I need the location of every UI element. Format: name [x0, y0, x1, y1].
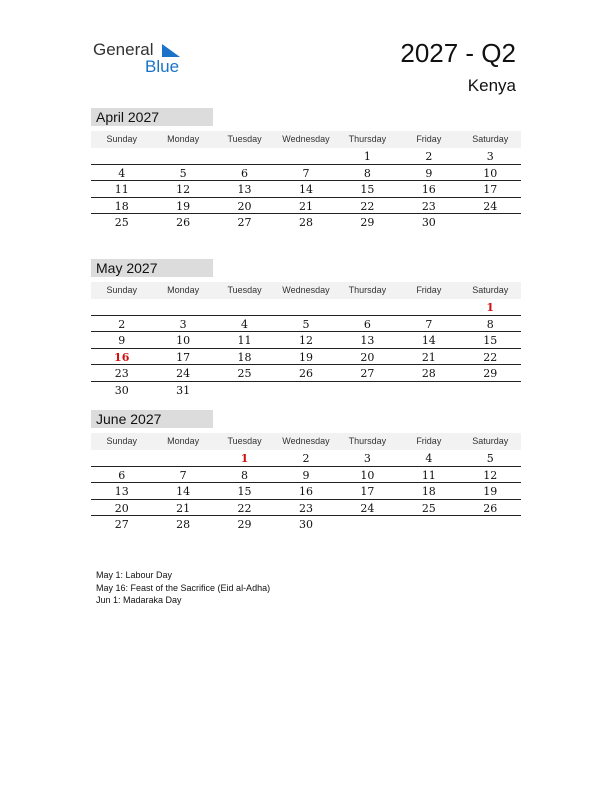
week-row [91, 349, 521, 366]
weekday-label: Sunday [106, 134, 137, 144]
day-cell: 13 [360, 334, 375, 347]
day-cell: 24 [360, 501, 375, 515]
month-june [91, 410, 521, 533]
day-cell: 15 [360, 183, 375, 196]
day-cell: 22 [237, 501, 252, 515]
weeks [91, 299, 521, 398]
day-cell: 16 [421, 183, 436, 196]
weekday-label: Sunday [106, 285, 137, 295]
day-cell: 21 [176, 501, 191, 515]
weekday-label: Saturday [472, 436, 509, 446]
day-cell: 31 [176, 383, 191, 397]
day-cell [214, 148, 275, 164]
day-cell: 10 [483, 166, 498, 180]
day-cell: 3 [179, 317, 187, 331]
week-row [91, 214, 521, 231]
day-cell [152, 148, 213, 164]
day-cell [275, 299, 336, 315]
day-cell [398, 299, 459, 315]
day-cell: 29 [237, 518, 252, 531]
weekday-label: Thursday [348, 134, 387, 144]
day-cell: 18 [421, 485, 436, 498]
weeks [91, 450, 521, 533]
day-cell: 4 [425, 452, 433, 465]
day-cell: 6 [363, 317, 371, 331]
day-cell: 8 [486, 317, 494, 331]
weekday-label: Friday [416, 134, 442, 144]
day-cell: 23 [298, 501, 313, 515]
day-cell: 10 [360, 468, 375, 482]
day-cell: 14 [176, 485, 191, 498]
logo-word-blue: Blue [145, 57, 180, 76]
day-cell: 27 [114, 518, 129, 531]
month-header: April 2027 [91, 108, 213, 126]
week-row [91, 316, 521, 333]
day-cell: 9 [425, 166, 433, 180]
day-cell: 4 [118, 166, 126, 180]
logo-triangle-icon [160, 44, 182, 58]
day-cell: 5 [302, 317, 310, 331]
day-cell: 30 [298, 518, 313, 531]
day-cell: 13 [237, 183, 252, 196]
day-cell: 1 [240, 452, 249, 465]
day-cell: 11 [421, 468, 436, 482]
day-cell: 9 [118, 334, 126, 347]
week-row [91, 148, 521, 165]
weekday-header-row [91, 433, 521, 450]
day-cell: 26 [298, 367, 313, 380]
weekday-label: Thursday [348, 285, 387, 295]
day-cell: 22 [483, 350, 498, 364]
day-cell [91, 299, 152, 315]
week-row [91, 365, 521, 382]
week-row [91, 299, 521, 316]
day-cell: 1 [486, 301, 495, 314]
day-cell: 28 [176, 518, 191, 531]
day-cell: 20 [360, 350, 375, 364]
day-cell: 14 [298, 183, 313, 196]
day-cell [152, 299, 213, 315]
holiday-note: Jun 1: Madaraka Day [96, 595, 182, 605]
week-row [91, 181, 521, 198]
day-cell: 17 [176, 350, 191, 364]
day-cell: 19 [483, 485, 498, 498]
day-cell [275, 382, 336, 399]
week-row [91, 516, 521, 533]
week-row [91, 500, 521, 517]
day-cell: 10 [176, 334, 191, 347]
day-cell: 11 [114, 183, 129, 196]
day-cell: 28 [298, 216, 313, 229]
week-row [91, 198, 521, 215]
day-cell: 19 [298, 350, 313, 364]
day-cell: 23 [114, 367, 129, 380]
day-cell: 22 [360, 199, 375, 213]
day-cell [337, 382, 398, 399]
month-may [91, 259, 521, 398]
country-name: Kenya [467, 76, 516, 95]
page-title: 2027 - Q2 [400, 38, 516, 68]
day-cell: 7 [425, 317, 433, 331]
holiday-note: May 1: Labour Day [96, 570, 173, 580]
day-cell: 27 [237, 216, 252, 229]
day-cell: 21 [298, 199, 313, 213]
day-cell: 17 [483, 183, 498, 196]
day-cell: 8 [363, 166, 371, 180]
weekday-label: Wednesday [282, 285, 330, 295]
day-cell: 28 [421, 367, 436, 380]
day-cell: 3 [486, 150, 494, 163]
weekday-label: Wednesday [282, 134, 330, 144]
holiday-note: May 16: Feast of the Sacrifice (Eid al-Adha) [96, 582, 271, 593]
weekday-label: Monday [167, 285, 200, 295]
day-cell [337, 299, 398, 315]
day-cell: 7 [179, 468, 187, 482]
day-cell: 18 [114, 199, 129, 213]
month-april [91, 108, 521, 231]
day-cell: 30 [421, 216, 436, 229]
day-cell: 7 [302, 166, 310, 180]
day-cell: 4 [241, 317, 249, 331]
week-row [91, 332, 521, 349]
day-cell: 5 [179, 166, 187, 180]
day-cell: 25 [237, 367, 252, 380]
week-row [91, 450, 521, 467]
day-cell [214, 299, 275, 315]
day-cell: 24 [483, 199, 498, 213]
day-cell [398, 516, 459, 533]
day-cell: 30 [114, 383, 129, 397]
day-cell: 12 [483, 468, 498, 482]
weekday-label: Friday [416, 285, 442, 295]
weekday-label: Tuesday [227, 134, 262, 144]
day-cell: 21 [421, 350, 436, 364]
day-cell: 16 [114, 350, 130, 364]
day-cell: 1 [363, 150, 371, 163]
day-cell: 26 [483, 501, 498, 515]
weekday-label: Wednesday [282, 436, 330, 446]
day-cell: 26 [176, 216, 191, 229]
weekday-label: Sunday [106, 436, 137, 446]
weekday-label: Tuesday [227, 436, 262, 446]
day-cell [91, 148, 152, 164]
day-cell: 6 [118, 468, 126, 482]
week-row [91, 467, 521, 484]
day-cell: 27 [360, 367, 375, 380]
day-cell [460, 516, 521, 533]
day-cell: 29 [483, 367, 498, 380]
day-cell: 14 [421, 334, 436, 347]
day-cell: 29 [360, 216, 375, 229]
day-cell: 25 [114, 216, 129, 229]
day-cell [460, 382, 521, 399]
day-cell: 2 [302, 452, 310, 465]
week-row [91, 382, 521, 399]
weekday-header-row [91, 282, 521, 299]
day-cell [152, 450, 213, 466]
day-cell: 9 [302, 468, 310, 482]
weekday-label: Thursday [348, 436, 387, 446]
weekday-label: Monday [167, 134, 200, 144]
day-cell [460, 214, 521, 231]
week-row [91, 483, 521, 500]
day-cell: 16 [298, 485, 313, 498]
weekday-label: Monday [167, 436, 200, 446]
day-cell: 13 [114, 485, 129, 498]
day-cell: 15 [483, 334, 498, 347]
day-cell [398, 382, 459, 399]
day-cell [91, 450, 152, 466]
month-header: May 2027 [91, 259, 213, 277]
day-cell: 12 [176, 183, 191, 196]
weekday-label: Tuesday [227, 285, 262, 295]
holiday-notes [96, 569, 270, 607]
day-cell: 6 [241, 166, 249, 180]
weekday-header-row [91, 131, 521, 148]
day-cell: 2 [425, 150, 433, 163]
day-cell: 5 [486, 452, 494, 465]
day-cell: 12 [298, 334, 313, 347]
day-cell: 3 [363, 452, 371, 465]
day-cell: 24 [176, 367, 191, 380]
day-cell: 15 [237, 485, 252, 498]
day-cell: 18 [237, 350, 252, 364]
day-cell: 23 [421, 199, 436, 213]
day-cell: 11 [237, 334, 252, 347]
day-cell [214, 382, 275, 399]
day-cell [275, 148, 336, 164]
generalblue-logo [93, 40, 193, 80]
weekday-label: Friday [416, 436, 442, 446]
day-cell: 2 [118, 317, 126, 331]
week-row [91, 165, 521, 182]
logo-word-general: General [93, 40, 154, 59]
weekday-label: Saturday [472, 134, 509, 144]
weeks [91, 148, 521, 231]
day-cell: 17 [360, 485, 375, 498]
day-cell: 19 [176, 199, 191, 213]
day-cell: 20 [237, 199, 252, 213]
month-header: June 2027 [91, 410, 213, 428]
day-cell: 20 [114, 501, 129, 515]
day-cell: 25 [421, 501, 436, 515]
day-cell: 8 [241, 468, 249, 482]
weekday-label: Saturday [472, 285, 509, 295]
day-cell [337, 516, 398, 533]
